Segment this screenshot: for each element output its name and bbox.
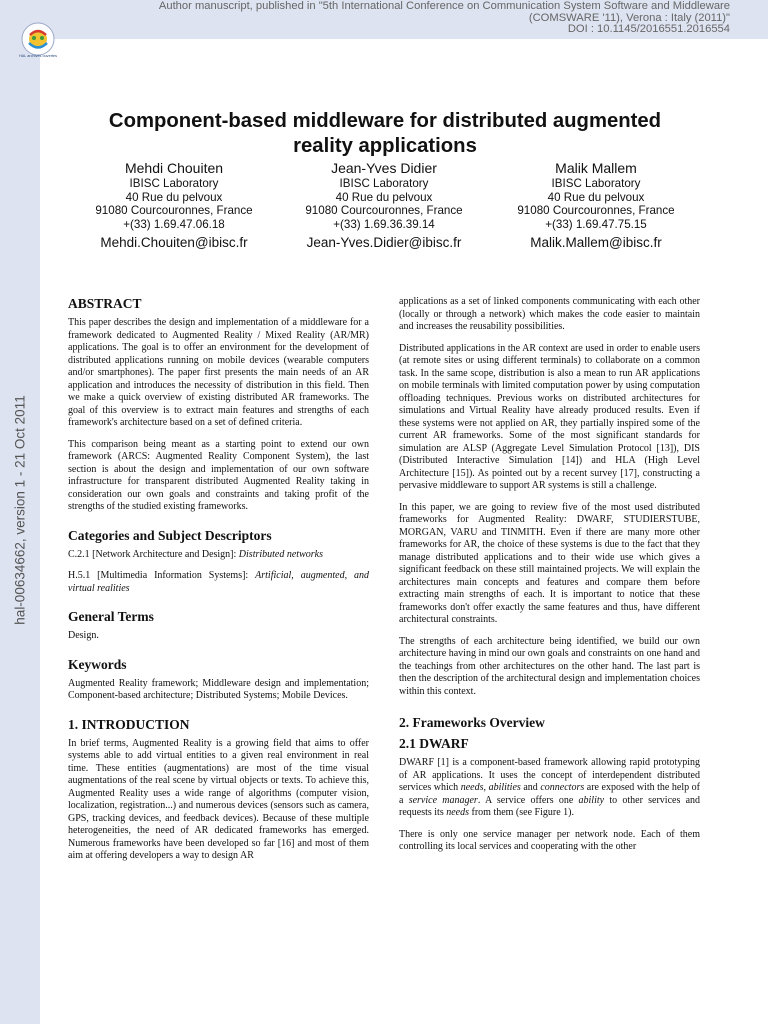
paper-title bbox=[60, 109, 710, 159]
manuscript-line-2: (COMSWARE '11), Verona : Italy (2011)" bbox=[528, 11, 730, 24]
author-name: Malik Mallem bbox=[555, 160, 637, 176]
dwarf-heading: 2.1 DWARF bbox=[399, 736, 469, 751]
hal-logo-text: HAL archives ouvertes bbox=[18, 54, 58, 58]
frameworks-heading: 2. Frameworks Overview bbox=[399, 715, 545, 730]
author-street: 40 Rue du pelvoux bbox=[335, 190, 433, 204]
abstract-heading: ABSTRACT bbox=[68, 296, 142, 311]
keywords-heading: Keywords bbox=[68, 656, 127, 672]
category-entry bbox=[68, 549, 369, 562]
author-email: Mehdi.Chouiten@ibisc.fr bbox=[100, 235, 248, 251]
hal-identifier: hal-00634662, version 1 - 21 Oct 2011 bbox=[12, 395, 28, 625]
categories-heading: Categories and Subject Descriptors bbox=[68, 527, 272, 543]
author-phone: +(33) 1.69.36.39.14 bbox=[333, 217, 435, 231]
keywords-text: Augmented Reality framework; Middleware design and implementation; Component-based architecture; Distributed Systems; Mobile Devices. bbox=[68, 677, 369, 701]
abstract-paragraph: This comparison being meant as a starting point to extend our own framework (ARCS: Augmented Reality Component System), the last section is about the design and implementation of our own software infrastructure for transparent distributed Augmented Reality taking in consideration our own goals and constraints and taking profit of the strengths of the studied existing frameworks. bbox=[68, 438, 369, 512]
author-phone: +(33) 1.69.47.75.15 bbox=[545, 217, 647, 231]
author-street: 40 Rue du pelvoux bbox=[125, 190, 223, 204]
dwarf-paragraph: DWARF [1] is a component-based framework allowing rapid prototyping of AR applications. It uses the concept of interdependent distributed services which needs, abilities and connectors are exposed with the help of a service manager. A service offers one ability to other services and requests its needs from them (see Figure 1). bbox=[399, 757, 701, 818]
author-block-3 bbox=[486, 160, 706, 250]
introduction-paragraph: The strengths of each architecture being identified, we build our own architecture having in mind our own goals and constraints on one hand and the teachings from other architectures on the other hand. The last part is then the description of the architectural design and implementation choices within this context. bbox=[399, 635, 700, 697]
author-lab: IBISC Laboratory bbox=[129, 177, 219, 190]
introduction-paragraph: In brief terms, Augmented Reality is a growing field that aims to offer systems able to add virtual entities to a given real environment in real time. These entities (augmentations) are most of the time visual augmentations of the real scene by virtual objects or texts. To achieve this, Augmented Reality uses a wide range of algorithms (computer vision, localization, registration...) and numerous devices (sensors such as camera, GPS, tracking devices, and feedback devices). Because of these multiple heterogeneities, the need of AR dedicated frameworks has emerged. Numerous frameworks have been developed so far [16] and most of them aim at offering developers a way to design AR bbox=[68, 737, 369, 861]
author-email: Jean-Yves.Didier@ibisc.fr bbox=[306, 235, 462, 251]
dwarf-paragraph: There is only one service manager per network node. Each of them controlling its local services and cooperating with the other bbox=[399, 828, 700, 852]
category-code: C.2.1 [Network Architecture and Design]: bbox=[68, 548, 237, 560]
category-code: H.5.1 [Multimedia Information Systems]: bbox=[68, 570, 249, 581]
author-block-1 bbox=[64, 160, 284, 250]
author-phone: +(33) 1.69.47.06.18 bbox=[123, 217, 225, 231]
introduction-heading: 1. INTRODUCTION bbox=[68, 716, 190, 732]
manuscript-line-1: Author manuscript, published in "5th International Conference on Communication System Software and Middleware bbox=[158, 0, 730, 12]
category-entry bbox=[68, 570, 369, 595]
author-city: 91080 Courcouronnes, France bbox=[95, 204, 253, 218]
introduction-paragraph: Distributed applications in the AR context are used in order to enable users (at remote sites or using different terminals) to collaborate on a common task. In the same scope, distribution is also a mean to run AR applications on mobile terminals with limited computation power by using computation offloading techniques. Previous works on distributed architectures for simulations and Virtual Reality have already produced results. Even if these systems were not applied on AR, they partially inspired some of the current AR frameworks. Some of the most significant standards for simulation are ALSP (Aggregate Level Simulation Protocol [13]), DIS (Distributed Interactive Simulation [14]) and HLA (High Level Architecture [15]). As pointed out by a recent survey [17], constructing a pervasive middleware to support AR systems is still a challenge. bbox=[399, 342, 700, 491]
manuscript-note bbox=[159, 1, 730, 36]
author-city: 91080 Courcouronnes, France bbox=[305, 204, 463, 218]
general-terms-text: Design. bbox=[68, 630, 99, 641]
introduction-paragraph: In this paper, we are going to review five of the most used distributed frameworks for Augmented Reality: DWARF, STUDIERSTUBE, MORGAN, VARU and TINMITH. Even if there are many more other frameworks for AR, the choice of these systems is due to the fact that they manage distributed applications and to their wide use which gives a significant feedback on these still maintained projects. We will explain the architectures main concepts and features and compare them before extracting main strengths of each. It is important to notice that these frameworks don't offer exactly the same features and thus, have different architectural constraints. bbox=[399, 501, 700, 625]
author-block-2 bbox=[274, 160, 494, 250]
title-line-2: reality applications bbox=[293, 135, 477, 157]
author-name: Jean-Yves Didier bbox=[331, 160, 437, 176]
author-street: 40 Rue du pelvoux bbox=[547, 190, 645, 204]
left-column bbox=[68, 296, 369, 872]
introduction-paragraph: applications as a set of linked components communicating with each other (locally or through a network) which makes the code easier to maintain and increases the reusability possibilities. bbox=[399, 296, 700, 332]
general-terms-heading: General Terms bbox=[68, 609, 154, 624]
category-topic: Distributed networks bbox=[238, 548, 323, 560]
author-email: Malik.Mallem@ibisc.fr bbox=[530, 235, 662, 251]
title-line-1: Component-based middleware for distributed augmented bbox=[108, 110, 662, 132]
right-column bbox=[399, 296, 700, 863]
hal-logo bbox=[16, 18, 60, 58]
category-topic: Artificial, augmented, and virtual realities bbox=[68, 570, 369, 594]
author-name: Mehdi Chouiten bbox=[124, 160, 224, 176]
author-lab: IBISC Laboratory bbox=[551, 177, 641, 190]
doi-line: DOI : 10.1145/2016551.2016554 bbox=[567, 23, 730, 35]
abstract-paragraph: This paper describes the design and implementation of a middleware for a framework dedicated to Augmented Reality / Mixed Reality (AR/MR) applications. The goal is to offer an environment for the development of distributed applications running on mobile devices (wearable computers and/or smartphones). The paper first presents the main needs of an AR application and introduces the necessity of distribution in this field. Then we make a quick overview of existing distributed AR frameworks. The goal of this overview is to extract main features and strengths of each framework's architecture based on a set of defined criteria. bbox=[68, 317, 369, 428]
author-city: 91080 Courcouronnes, France bbox=[517, 204, 675, 218]
author-lab: IBISC Laboratory bbox=[339, 177, 429, 190]
